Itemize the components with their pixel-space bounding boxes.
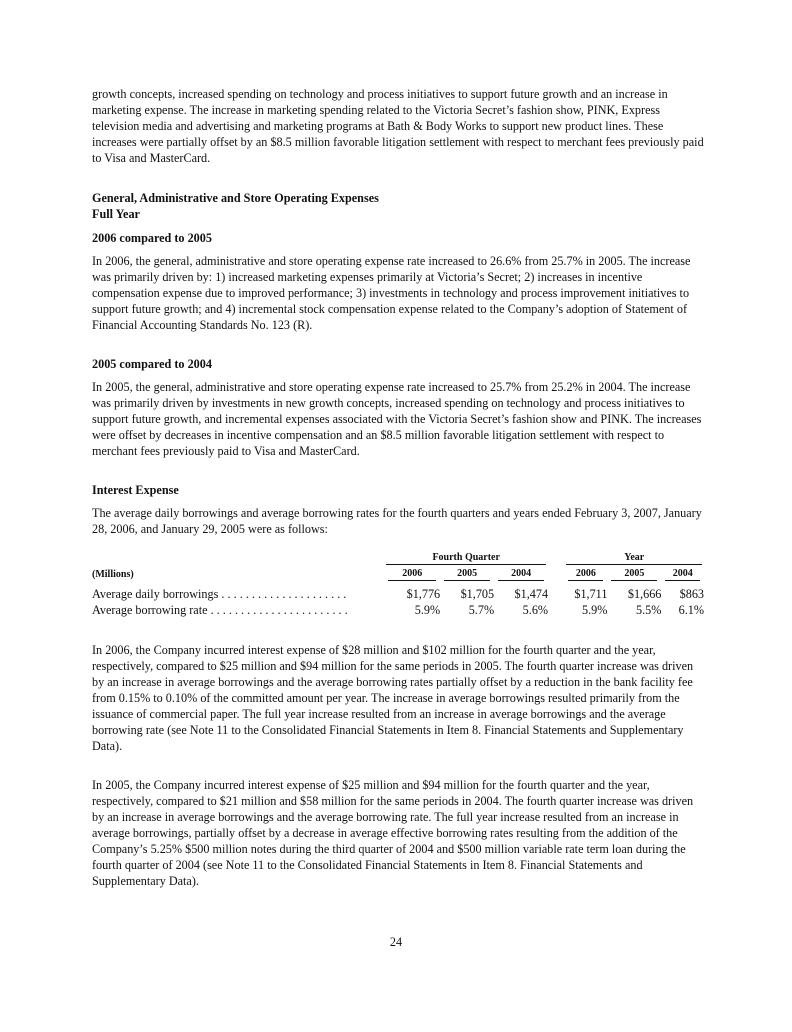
- section-heading-interest: Interest Expense: [92, 483, 179, 497]
- units-label: (Millions): [92, 568, 134, 580]
- dot-leader: . . . . . . . . . . . . . . . . . . . . . . .: [207, 603, 348, 617]
- table-cell: 5.9%: [414, 603, 441, 617]
- row-label: Average borrowing rate: [92, 603, 208, 617]
- table-cell: $1,666: [627, 587, 662, 601]
- column-header: 2004: [661, 565, 704, 581]
- section-subheading-full-year: Full Year: [92, 207, 140, 221]
- row-label: Average daily borrowings: [92, 587, 219, 601]
- table-cell: $863: [679, 587, 704, 601]
- group-header-fourth-quarter: Fourth Quarter: [384, 551, 548, 565]
- table-cell: 5.7%: [468, 603, 495, 617]
- table-row: [92, 602, 704, 618]
- interest-paragraph-2006: In 2006, the Company incurred interest expense of $28 million and $102 million for the fourth quarter and the year, respectively, compared to $25 million and $94 million for the same periods in 2005. The fourth quarter increase was driven by an increase in average borrowings and the average borrowing rates partially offset by a reduction in the bank facility fee from 0.15% to 0.10% of the committed amount per year. The increase in average borrowings resulted primarily from the issuance of commercial paper. The full year increase resulted from an increase in average borrowings and the average borrowing rate (see Note 11 to the Consolidated Financial Statements in Item 8. Financial Statements and Supplementary Data).: [92, 643, 694, 753]
- table-cell: 5.9%: [582, 603, 608, 617]
- table-row: [92, 581, 704, 602]
- interest-intro-paragraph: The average daily borrowings and average borrowing rates for the fourth quarters and years ended February 3, 2007, January 28, 2006, and January 29, 2005 were as follows:: [92, 506, 702, 536]
- borrowings-table: [92, 551, 704, 618]
- table-cell: $1,705: [460, 587, 495, 601]
- subheading-2005-vs-2004: 2005 compared to 2004: [92, 357, 212, 371]
- ga-paragraph-2006: In 2006, the general, administrative and store operating expense rate increased to 26.6% from 25.7% in 2005. The increase was primarily driven by: 1) increased marketing expenses primarily at Victoria’s Secret; 2) increases in incentive compensation expense due to improved performance; 3) investments in technology and process improvement initiatives to support future growth; and 4) incremental stock compensation expense related to the Company’s adoption of Statement of Financial Accounting Standards No. 123 (R).: [92, 254, 691, 332]
- table-cell: 5.6%: [522, 603, 549, 617]
- document-page: [92, 86, 704, 889]
- column-header: 2006: [384, 565, 440, 581]
- section-heading-ga: General, Administrative and Store Operating Expenses: [92, 191, 379, 205]
- table-cell: $1,776: [406, 587, 441, 601]
- table-cell: $1,474: [514, 587, 549, 601]
- intro-paragraph: growth concepts, increased spending on technology and process initiatives to support future growth and an increase in marketing expense. The increase in marketing spending related to the Victoria Secret’s fashion show, PINK, Express television media and advertising and marketing programs at Bath & Body Works to support new product lines. These increases were partially offset by an $8.5 million favorable litigation settlement with respect to merchant fees previously paid to Visa and MasterCard.: [92, 87, 704, 165]
- page-number: 24: [389, 935, 403, 949]
- ga-paragraph-2005: In 2005, the general, administrative and store operating expense rate increased to 25.7% from 25.2% in 2004. The increase was primarily driven by investments in new growth concepts, increased spending on technology and process initiatives to support future growth, and incremental expenses associated with the Victoria Secret’s fashion show and PINK. The increases were offset by decreases in incentive compensation and an $8.5 million favorable litigation settlement with respect to merchant fees previously paid to Visa and MasterCard.: [92, 380, 702, 458]
- dot-leader: . . . . . . . . . . . . . . . . . . . . .: [218, 587, 347, 601]
- table-cell: 6.1%: [678, 603, 704, 617]
- column-header: 2006: [564, 565, 607, 581]
- interest-paragraph-2005: In 2005, the Company incurred interest expense of $25 million and $94 million for the fourth quarter and the year, respectively, compared to $21 million and $58 million for the same periods in 2004. The fourth quarter increase was driven by an increase in average borrowings and the average borrowing rate. The full year increase resulted from an increase in average borrowings, partially offset by a decrease in average effective borrowing rates resulting from the addition of the Company’s 5.25% $500 million notes during the third quarter of 2004 and $500 million variable rate term loan during the fourth quarter of 2004 (see Note 11 to the Consolidated Financial Statements in Item 8. Financial Statements and Supplementary Data).: [92, 778, 694, 888]
- column-header: 2005: [607, 565, 661, 581]
- subheading-2006-vs-2005: 2006 compared to 2005: [92, 231, 212, 245]
- column-header: 2004: [494, 565, 548, 581]
- group-header-year: Year: [564, 551, 704, 565]
- table-cell: $1,711: [574, 587, 608, 601]
- table-cell: 5.5%: [636, 603, 662, 617]
- column-header: 2005: [440, 565, 494, 581]
